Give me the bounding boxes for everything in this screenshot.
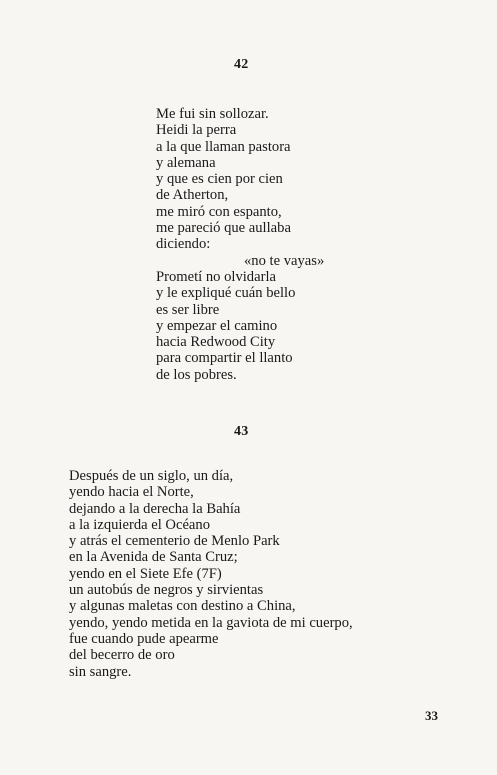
- page-number: 33: [425, 708, 438, 723]
- poem-line: me pareció que aullaba: [156, 220, 291, 237]
- poem-line: a la izquierda el Océano: [69, 516, 210, 533]
- poem-line: Después de un siglo, un día,: [69, 468, 234, 484]
- poem-line: de los pobres.: [156, 366, 237, 383]
- poem-42-text: [156, 106, 326, 383]
- poem-line: y atrás el cementerio de Menlo Park: [69, 533, 280, 550]
- poem-line: y alemana: [156, 154, 216, 171]
- poem-43-text: [69, 468, 409, 680]
- poem-line: para compartir el llanto: [156, 350, 293, 367]
- poem-line: de Atherton,: [156, 187, 229, 204]
- poem-line: es ser libre: [156, 301, 220, 318]
- poem-line: en la Avenida de Santa Cruz;: [69, 549, 238, 566]
- poem-line: dejando a la derecha la Bahía: [69, 500, 241, 517]
- poem-line: me miró con espanto,: [156, 203, 282, 220]
- poem-number-43: 43: [234, 424, 249, 439]
- poem-line: «no te vayas»: [244, 252, 325, 269]
- poem-line: y algunas maletas con destino a China,: [69, 598, 296, 615]
- poem-line: Heidi la perra: [156, 122, 237, 139]
- poem-line: diciendo:: [156, 236, 211, 253]
- poem-line: y empezar el camino: [156, 317, 278, 334]
- poem-line: del becerro de oro: [69, 647, 175, 664]
- poem-line: sin sangre.: [69, 663, 132, 680]
- poem-line: yendo hacia el Norte,: [69, 484, 194, 501]
- poem-line: y le expliqué cuán bello: [156, 285, 296, 302]
- poem-line: hacia Redwood City: [156, 334, 276, 351]
- poem-line: un autobús de negros y sirvientas: [69, 582, 264, 599]
- poem-line: y que es cien por cien: [156, 171, 283, 188]
- poem-line: fue cuando pude apearme: [69, 630, 219, 647]
- poem-line: Prometí no olvidarla: [156, 268, 276, 285]
- poem-number-42: 42: [234, 57, 249, 72]
- poem-line: a la que llaman pastora: [156, 138, 291, 155]
- poem-line: Me fui sin sollozar.: [156, 106, 269, 122]
- poem-line: yendo en el Siete Efe (7F): [69, 565, 222, 582]
- poem-line: yendo, yendo metida en la gaviota de mi cuerpo,: [69, 614, 353, 631]
